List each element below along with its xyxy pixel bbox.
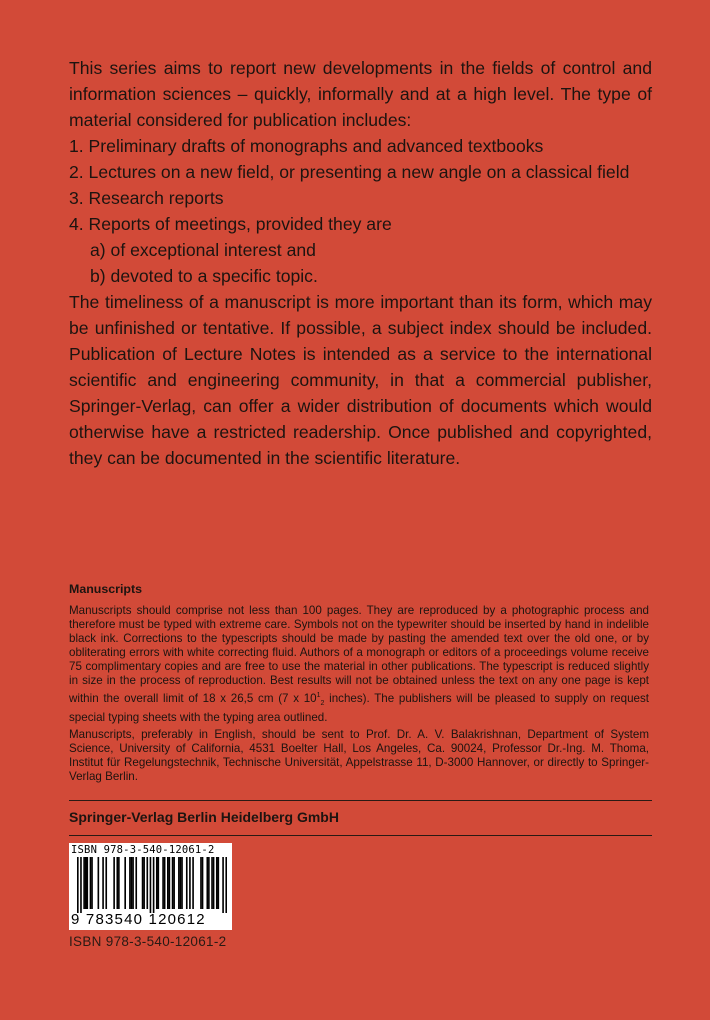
divider-bottom bbox=[69, 835, 652, 836]
list-item: 4. Reports of meetings, provided they are bbox=[69, 214, 392, 234]
barcode-bar bbox=[206, 857, 208, 909]
barcode-bar bbox=[173, 857, 175, 909]
list-item: 3. Research reports bbox=[69, 188, 224, 208]
divider-top bbox=[69, 800, 652, 801]
barcode-bar bbox=[98, 857, 100, 909]
barcode-bar bbox=[158, 857, 160, 909]
barcode-bar bbox=[132, 857, 134, 909]
sub-list-item: b) devoted to a specific topic. bbox=[90, 266, 318, 286]
barcode-bar bbox=[213, 857, 215, 909]
barcode-bar bbox=[208, 857, 210, 909]
barcode-bar bbox=[116, 857, 118, 909]
barcode-bar bbox=[181, 857, 183, 909]
barcode-bars bbox=[77, 857, 227, 913]
barcode-bar bbox=[169, 857, 171, 909]
publisher-name: Springer-Verlag Berlin Heidelberg GmbH bbox=[69, 809, 339, 825]
barcode-bar bbox=[135, 857, 137, 909]
barcode-guard-bar bbox=[80, 857, 82, 913]
barcode-bar bbox=[142, 857, 144, 909]
intro-paragraph: This series aims to report new developments in the fields of control and information sciences – quickly, informally and at a high level. The type of material considered for publication includes: bbox=[69, 58, 652, 130]
barcode-bar bbox=[83, 857, 85, 909]
barcode-bar bbox=[178, 857, 180, 909]
barcode-bar bbox=[113, 857, 115, 909]
barcode-bar bbox=[189, 857, 191, 909]
barcode-bar bbox=[202, 857, 204, 909]
barcode-bar bbox=[131, 857, 133, 909]
barcode-bar bbox=[216, 857, 218, 909]
series-description bbox=[69, 55, 652, 471]
sub-list-item: a) of exceptional interest and bbox=[90, 240, 316, 260]
manuscripts-section bbox=[69, 581, 649, 784]
barcode-bar bbox=[211, 857, 213, 909]
barcode-bar bbox=[102, 857, 104, 909]
barcode-bar bbox=[180, 857, 182, 909]
manuscripts-heading: Manuscripts bbox=[69, 582, 142, 596]
barcode-bar bbox=[200, 857, 202, 909]
barcode-bar bbox=[156, 857, 158, 909]
barcode-bar bbox=[124, 857, 126, 909]
barcode-bar bbox=[186, 857, 188, 909]
barcode-bar bbox=[164, 857, 166, 909]
barcode-label bbox=[69, 843, 232, 930]
barcode-bar bbox=[218, 857, 220, 909]
closing-paragraph: The timeliness of a manuscript is more important than its form, which may be unfinished or tentative. If possible, a subject index should be included. Publication of Lecture Notes is intended as a service to the international scientific and engineering community, in that a commercial publisher, Springer-Verlag, can offer a wider distribution of documents which would otherwise have a restricted readership. Once published and copyrighted, they can be documented in the scientific literature. bbox=[69, 292, 652, 468]
manuscripts-paragraph-2: Manuscripts, preferably in English, should be sent to Prof. Dr. A. V. Balakrishnan, Department of System Science, University of California, 4531 Boelter Hall, Los Angeles, Ca. 90024, Professor Dr.-Ing. M. Thoma, Institut für Regelungstechnik, Technische Universität, Appelstrasse 11, D-3000 Hannover, or directly to Springer-Verlag Berlin. bbox=[69, 727, 649, 784]
barcode-bar bbox=[91, 857, 93, 909]
barcode-bar bbox=[129, 857, 131, 909]
barcode-bar bbox=[143, 857, 145, 909]
barcode-bar bbox=[162, 857, 164, 909]
barcode-bar bbox=[105, 857, 107, 909]
manuscripts-text-b: inches). The publishers will be pleased to supply on request special typing sheets with the typing area outlined. bbox=[69, 691, 649, 724]
barcode-guard-bar bbox=[222, 857, 224, 913]
barcode-bar bbox=[86, 857, 88, 909]
barcode-isbn-text: ISBN 978-3-540-12061-2 bbox=[71, 844, 215, 856]
barcode-bar bbox=[85, 857, 87, 909]
barcode-guard-bar bbox=[153, 857, 155, 913]
list-item: 2. Lectures on a new field, or presenting a new angle on a classical field bbox=[69, 162, 630, 182]
manuscripts-paragraph-1 bbox=[69, 604, 649, 725]
barcode-guard-bar bbox=[150, 857, 152, 913]
isbn-number: ISBN 978-3-540-12061-2 bbox=[69, 934, 227, 949]
barcode-bar bbox=[146, 857, 148, 909]
fraction-denominator: 2 bbox=[320, 699, 325, 707]
barcode-bar bbox=[90, 857, 92, 909]
barcode-guard-bar bbox=[225, 857, 227, 913]
manuscripts-text-a: Manuscripts should comprise not less than 100 pages. They are reproduced by a photographic process and therefore must be typed with extreme care. Symbols not on the typewriter should be inserted by hand in indelible black ink. Corrections to the typescripts should be made by pasting the amended text over the old one, or by obliterating errors with white correcting fluid. Authors of a monograph or editors of a proceedings volume receive 75 complimentary copies and are free to use the material in other publications. The typescript is reduced slightly in size in the process of reproduction. Best results will not be obtained unless the text on any one page is kept within the overall limit of 18 x 26,5 cm (7 x 10 bbox=[69, 604, 649, 705]
barcode-bar bbox=[172, 857, 174, 909]
barcode-bar bbox=[192, 857, 194, 909]
barcode-bar bbox=[118, 857, 120, 909]
barcode-bar bbox=[167, 857, 169, 909]
list-item: 1. Preliminary drafts of monographs and advanced textbooks bbox=[69, 136, 544, 156]
barcode-guard-bar bbox=[77, 857, 79, 913]
barcode-digits: 9 783540 120612 bbox=[71, 911, 206, 928]
fraction-numerator: 1 bbox=[316, 691, 321, 699]
